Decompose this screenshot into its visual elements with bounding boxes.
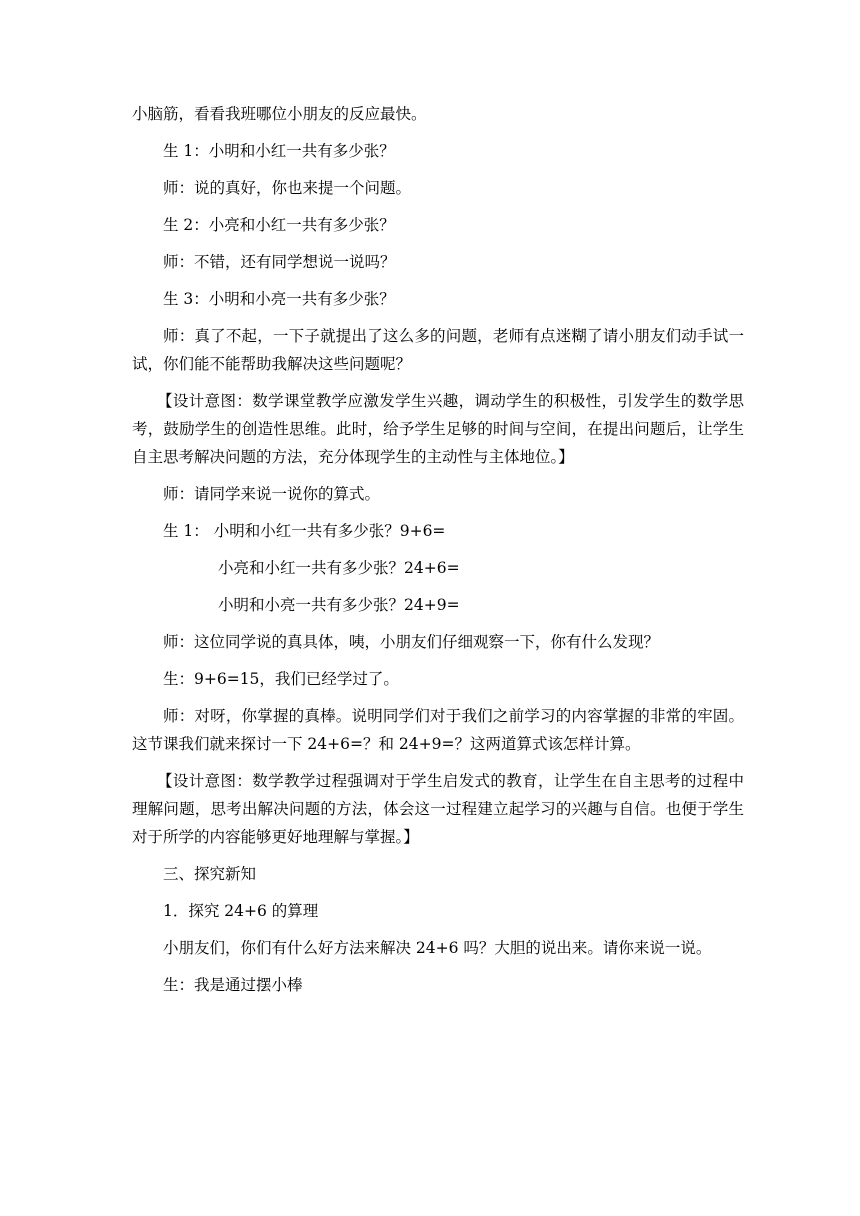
paragraph-teacher-6: 师：对呀，你掌握的真棒。说明同学们对于我们之前学习的内容掌握的非常的牢固。这节课我们就来探讨一下 24+6=？和 24+9=？这两道算式该怎样计算。 [132,707,744,753]
paragraph-student-4: 生：9+6=15，我们已经学过了。 [163,670,399,688]
paragraph-student-equation-1: 生 1： 小明和小红一共有多少张？9+6= [163,522,446,540]
paragraph-teacher-2: 师：不错，还有同学想说一说吗？ [163,253,396,271]
paragraph-design-intent-2: 【设计意图：数学教学过程强调对于学生启发式的教育，让学生在自主思考的过程中理解问题，思考出解决问题的方法，体会这一过程建立起学习的兴趣与自信。也便于学生对于所学的内容能够更好地理解与掌握。】 [132,772,744,846]
paragraph-student-2: 生 2：小亮和小红一共有多少张？ [163,216,395,234]
subsection-heading-24-plus-6: 1．探究 24+6 的算理 [163,902,319,920]
paragraph-student-equation-3: 小明和小亮一共有多少张？24+9= [218,596,460,614]
paragraph-continuation: 小脑筋，看看我班哪位小朋友的反应最快。 [132,105,427,123]
paragraph-student-1: 生 1：小明和小红一共有多少张？ [163,142,395,160]
document-body [132,100,744,1008]
section-heading-explore: 三、探究新知 [163,865,257,883]
paragraph-design-intent-1: 【设计意图：数学课堂教学应激发学生兴趣，调动学生的积极性，引发学生的数学思考，鼓励学生的创造性思维。此时，给予学生足够的时间与空间，在提出问题后，让学生自主思考解决问题的方法，充分体现学生的主动性与主体地位。】 [132,392,744,466]
paragraph-student-3: 生 3：小明和小亮一共有多少张？ [163,290,395,308]
paragraph-student-equation-2: 小亮和小红一共有多少张？24+6= [218,559,460,577]
paragraph-student-5: 生：我是通过摆小棒 [163,976,303,994]
paragraph-teacher-5: 师：这位同学说的真具体，咦，小朋友们仔细观察一下，你有什么发现？ [163,633,660,651]
paragraph-teacher-1: 师：说的真好，你也来提一个问题。 [163,179,412,197]
paragraph-teacher-3: 师：真了不起，一下子就提出了这么多的问题，老师有点迷糊了请小朋友们动手试一试，你们能不能帮助我解决这些问题呢？ [132,327,744,373]
paragraph-teacher-4: 师：请同学来说一说你的算式。 [163,485,381,503]
paragraph-teacher-7: 小朋友们，你们有什么好方法来解决 24+6 吗？大胆的说出来。请你来说一说。 [163,939,712,957]
